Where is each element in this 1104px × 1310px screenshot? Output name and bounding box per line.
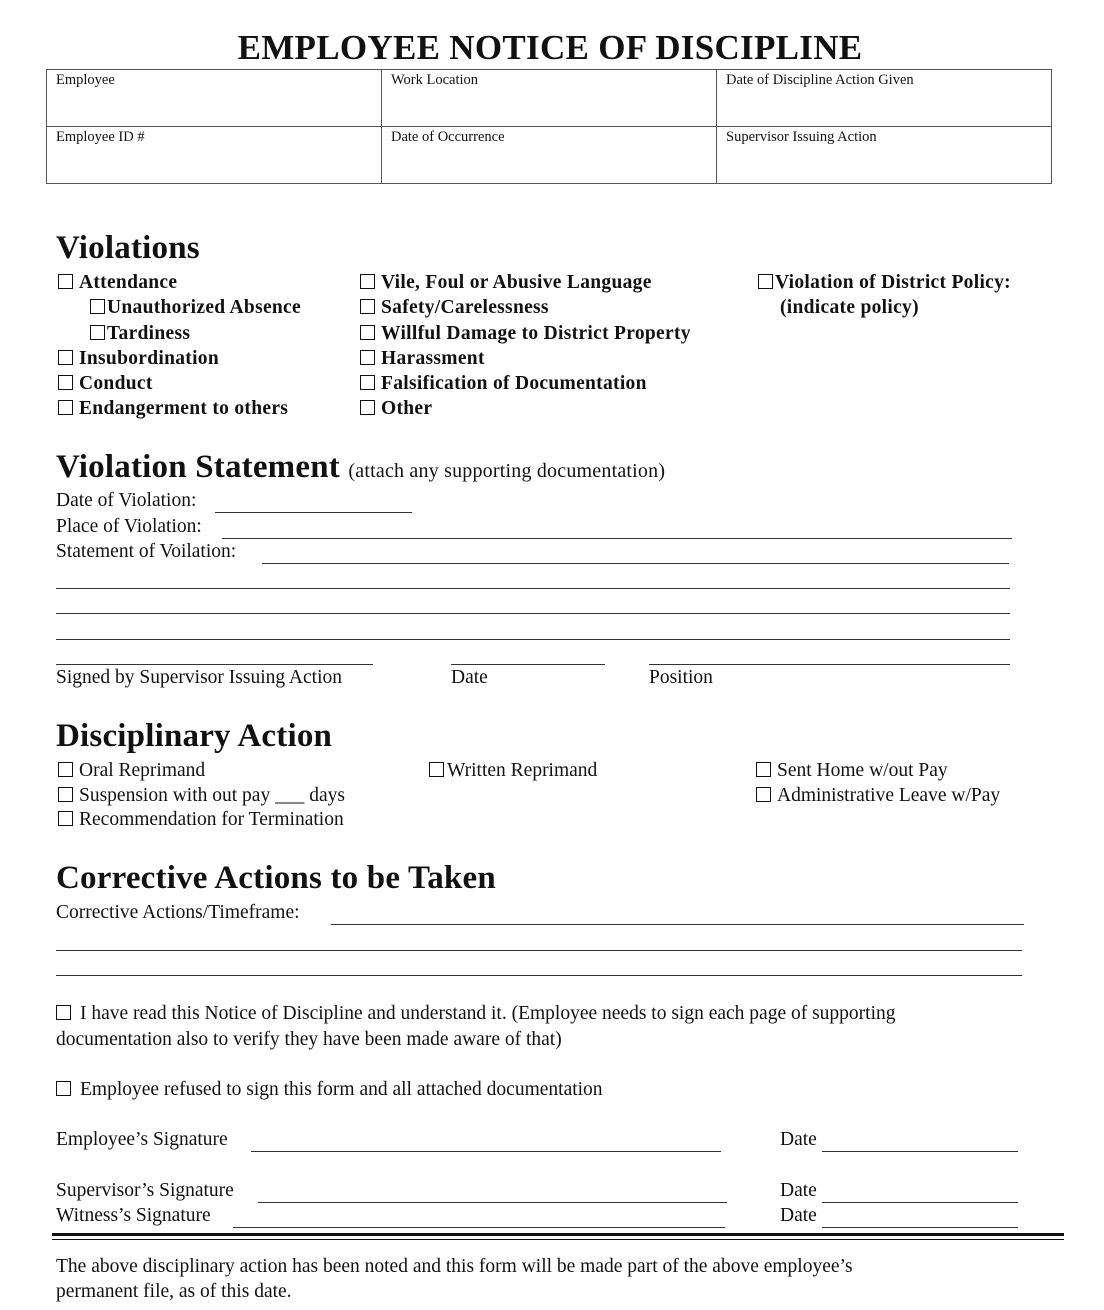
checkbox[interactable]	[429, 762, 444, 777]
statement-of-violation-label: Statement of Voilation:	[56, 541, 237, 562]
work-location-label: Work Location	[391, 72, 479, 88]
date-action-given-label: Date of Discipline Action Given	[726, 72, 914, 88]
checkbox[interactable]	[58, 350, 73, 365]
supervisor-signature-line[interactable]	[258, 1202, 727, 1203]
employee-id-field[interactable]	[47, 127, 382, 184]
action-sent-home[interactable]: Sent Home w/out Pay	[756, 760, 948, 782]
action-termination[interactable]: Recommendation for Termination	[58, 809, 344, 831]
supervisor-date-line[interactable]	[822, 1202, 1018, 1203]
checkbox[interactable]	[58, 811, 73, 826]
place-of-violation-line[interactable]	[222, 538, 1012, 539]
checkbox[interactable]	[360, 274, 375, 289]
disciplinary-action-heading: Disciplinary Action	[56, 718, 333, 754]
statement-line[interactable]	[56, 588, 1010, 589]
supervisor-signature-line[interactable]	[56, 664, 373, 665]
violation-statement-heading: Violation Statement (attach any supporting documentation)	[56, 449, 666, 485]
checkbox[interactable]	[58, 400, 73, 415]
checkbox[interactable]	[56, 1081, 71, 1096]
acknowledge-read-line2: documentation also to verify they have been made aware of that)	[56, 1029, 562, 1050]
signed-by-supervisor-label: Signed by Supervisor Issuing Action	[56, 667, 342, 688]
date-of-violation-line[interactable]	[215, 512, 412, 513]
supervisor-date-line[interactable]	[451, 664, 605, 665]
supervisor-issuing-label: Supervisor Issuing Action	[726, 129, 877, 145]
place-of-violation-label: Place of Violation:	[56, 516, 202, 537]
work-location-field[interactable]	[382, 70, 717, 127]
date-of-violation-label: Date of Violation:	[56, 490, 197, 511]
corrective-line[interactable]	[56, 950, 1022, 951]
checkbox[interactable]	[58, 787, 73, 802]
checkbox[interactable]	[58, 375, 73, 390]
corrective-actions-heading: Corrective Actions to be Taken	[56, 860, 496, 896]
employee-date-label: Date	[780, 1129, 817, 1150]
employee-date-line[interactable]	[822, 1151, 1018, 1152]
corrective-line[interactable]	[56, 975, 1022, 976]
violations-heading: Violations	[56, 230, 200, 266]
action-suspension[interactable]: Suspension with out pay ___ days	[58, 785, 345, 807]
checkbox[interactable]	[58, 762, 73, 777]
violation-district-policy[interactable]: Violation of District Policy:	[758, 272, 1011, 294]
corrective-actions-label: Corrective Actions/Timeframe:	[56, 902, 300, 923]
footer-line1: The above disciplinary action has been noted and this form will be made part of the above employee’s	[56, 1256, 853, 1277]
violation-safety[interactable]: Safety/Carelessness	[360, 297, 549, 319]
violation-conduct[interactable]: Conduct	[58, 373, 153, 395]
violation-endangerment[interactable]: Endangerment to others	[58, 398, 288, 420]
employee-field[interactable]	[47, 70, 382, 127]
checkbox[interactable]	[360, 400, 375, 415]
witness-signature-line[interactable]	[233, 1227, 725, 1228]
employee-signature-line[interactable]	[251, 1151, 721, 1152]
date-occurrence-field[interactable]	[382, 127, 717, 184]
checkbox[interactable]	[758, 274, 773, 289]
witness-date-line[interactable]	[822, 1227, 1018, 1228]
corrective-line[interactable]	[331, 924, 1024, 925]
violation-insubordination[interactable]: Insubordination	[58, 348, 219, 370]
position-line[interactable]	[649, 664, 1010, 665]
witness-date-label: Date	[780, 1205, 817, 1226]
violation-willful-damage[interactable]: Willful Damage to District Property	[360, 323, 691, 345]
violation-abusive-language[interactable]: Vile, Foul or Abusive Language	[360, 272, 652, 294]
employee-id-label: Employee ID #	[56, 129, 145, 145]
violation-harassment[interactable]: Harassment	[360, 348, 485, 370]
employee-info-table	[46, 69, 1052, 184]
violation-tardiness[interactable]: Tardiness	[90, 323, 190, 345]
date-occurrence-label: Date of Occurrence	[391, 129, 505, 145]
action-written-reprimand[interactable]: Written Reprimand	[429, 760, 597, 782]
violation-indicate-policy: (indicate policy)	[780, 297, 919, 318]
checkbox[interactable]	[360, 350, 375, 365]
supervisor-issuing-field[interactable]	[717, 127, 1052, 184]
checkbox[interactable]	[360, 299, 375, 314]
action-admin-leave[interactable]: Administrative Leave w/Pay	[756, 785, 1000, 807]
page-title: EMPLOYEE NOTICE OF DISCIPLINE	[237, 28, 863, 67]
employee-refused[interactable]: Employee refused to sign this form and all attached documentation	[56, 1079, 603, 1101]
checkbox[interactable]	[360, 375, 375, 390]
checkbox[interactable]	[756, 787, 771, 802]
violation-attendance[interactable]: Attendance	[58, 272, 177, 294]
checkbox[interactable]	[756, 762, 771, 777]
violation-falsification[interactable]: Falsification of Documentation	[360, 373, 647, 395]
violation-unauthorized-absence[interactable]: Unauthorized Absence	[90, 297, 301, 319]
statement-line[interactable]	[56, 613, 1010, 614]
acknowledge-read[interactable]: I have read this Notice of Discipline and understand it. (Employee needs to sign each page of supporting	[56, 1003, 896, 1025]
footer-line2: permanent file, as of this date.	[56, 1281, 292, 1302]
employee-label: Employee	[56, 72, 115, 88]
checkbox[interactable]	[90, 299, 105, 314]
violation-statement-subheading: (attach any supporting documentation)	[348, 460, 666, 482]
position-label: Position	[649, 667, 713, 688]
violation-other[interactable]: Other	[360, 398, 432, 420]
employee-signature-label: Employee’s Signature	[56, 1129, 228, 1150]
supervisor-date-label: Date	[780, 1180, 817, 1201]
action-oral-reprimand[interactable]: Oral Reprimand	[58, 760, 205, 782]
checkbox[interactable]	[56, 1005, 71, 1020]
suspension-days-blank[interactable]: ___	[275, 785, 305, 806]
statement-line[interactable]	[262, 563, 1009, 564]
witness-signature-label: Witness’s Signature	[56, 1205, 211, 1226]
checkbox[interactable]	[360, 325, 375, 340]
supervisor-signature-label: Supervisor’s Signature	[56, 1180, 234, 1201]
divider-thick	[52, 1233, 1064, 1236]
checkbox[interactable]	[90, 325, 105, 340]
divider-thin	[52, 1239, 1064, 1240]
checkbox[interactable]	[58, 274, 73, 289]
statement-line[interactable]	[56, 639, 1010, 640]
date-action-given-field[interactable]	[717, 70, 1052, 127]
date-label: Date	[451, 667, 488, 688]
